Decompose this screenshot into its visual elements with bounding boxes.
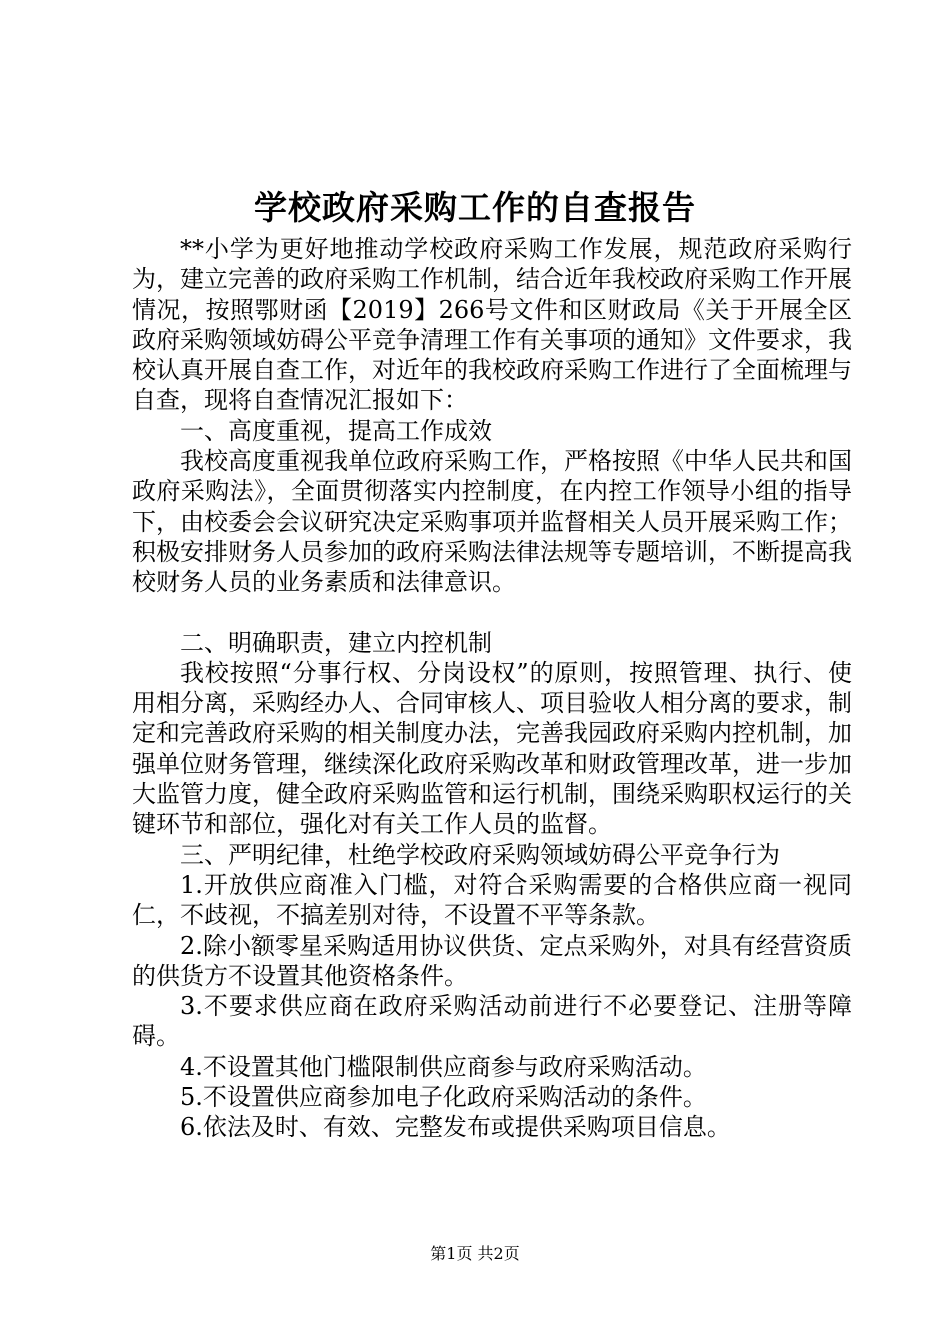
intro-paragraph: **小学为更好地推动学校政府采购工作发展，规范政府采购行为，建立完善的政府采购工作机制，结合近年我校政府采购工作开展情况，按照鄂财函【2019】266号文件和区财政局《关于开展全区政府采购领域妨碍公平竞争清理工作有关事项的通知》文件要求，我校认真开展自查工作，对近年的我校政府采购工作进行了全面梳理与自查，现将自查情况汇报如下： [132, 235, 852, 415]
page-footer: 第1页 共2页 [430, 1244, 520, 1263]
list-item-5: 5.不设置供应商参加电子化政府采购活动的条件。 [180, 1083, 707, 1112]
list-item-6: 6.依法及时、有效、完整发布或提供采购项目信息。 [180, 1113, 731, 1142]
section-heading-1: 一、高度重视，提高工作成效 [180, 416, 492, 445]
list-item-4: 4.不设置其他门槛限制供应商参与政府采购活动。 [180, 1052, 707, 1081]
list-item-1: 1.开放供应商准入门槛，对符合采购需要的合格供应商一视同仁，不歧视，不搞差别对待，不设置不平等条款。 [132, 870, 852, 930]
document-body [132, 234, 852, 1143]
list-item-2: 2.除小额零星采购适用协议供货、定点采购外，对具有经营资质的供货方不设置其他资格条件。 [132, 931, 852, 990]
section-2-paragraph: 我校按照“分事行权、分岗设权”的原则，按照管理、执行、使用相分离，采购经办人、合同审核人、项目验收人相分离的要求，制定和完善政府采购的相关制度办法，完善我园政府采购内控机制，加强单位财务管理，继续深化政府采购改革和财政管理改革，进一步加大监管力度，健全政府采购监管和运行机制，围绕采购职权运行的关键环节和部位，强化对有关工作人员的监督。 [132, 658, 852, 839]
section-1-paragraph: 我校高度重视我单位政府采购工作，严格按照《中华人民共和国政府采购法》，全面贯彻落实内控制度，在内控工作领导小组的指导下，由校委会会议研究决定采购事项并监督相关人员开展采购工作；积极安排财务人员参加的政府采购法律法规等专题培训，不断提高我校财务人员的业务素质和法律意识。 [132, 447, 852, 597]
list-item-3: 3.不要求供应商在政府采购活动前进行不必要登记、注册等障碍。 [132, 992, 852, 1051]
section-heading-3: 三、严明纪律，杜绝学校政府采购领域妨碍公平竞争行为 [180, 840, 780, 869]
document-title: 学校政府采购工作的自查报告 [254, 188, 696, 227]
section-heading-2: 二、明确职责，建立内控机制 [180, 628, 492, 657]
